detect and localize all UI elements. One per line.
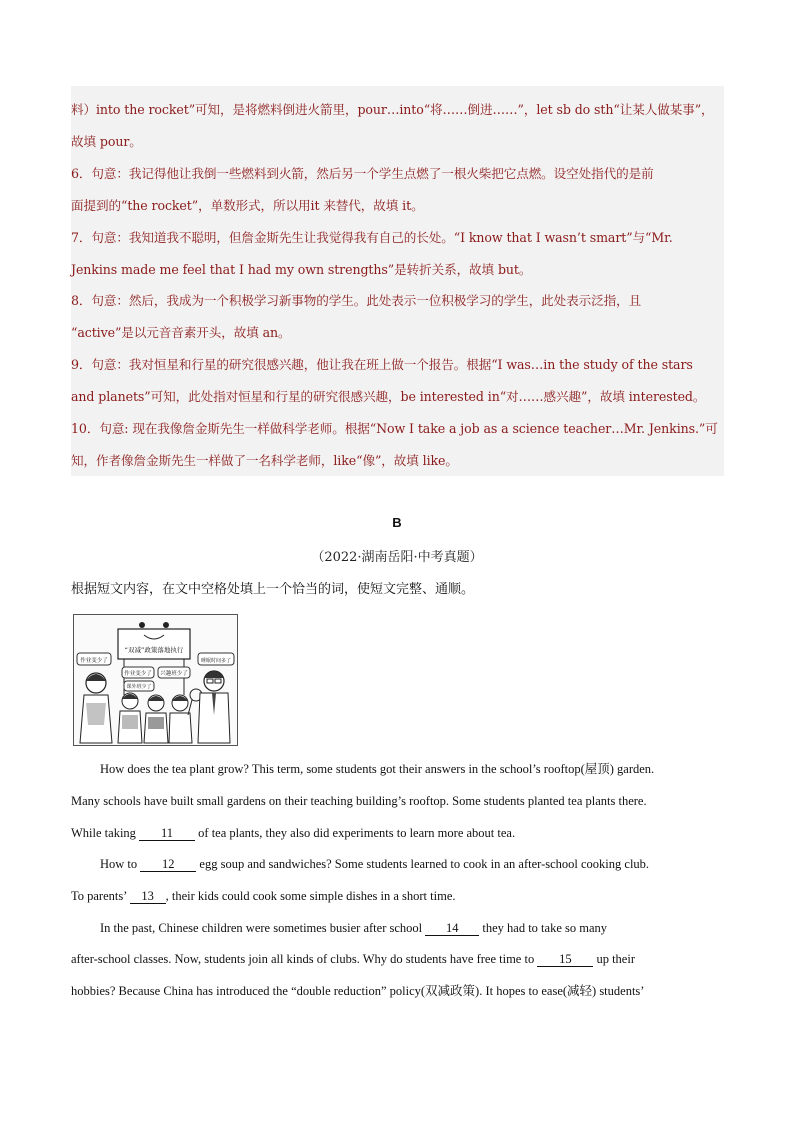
- answer-10-line: 10．句意: 现在我像詹金斯先生一样做科学老师。根据“Now I take a job as a science teacher…Mr. Jenkins.”可: [71, 421, 718, 436]
- answer-7-line: 7．句意：我知道我不聪明，但詹金斯先生让我觉得我有自己的长处。“I know that I wasn’t smart”与“Mr.: [71, 230, 673, 245]
- passage-line: How to 12 egg soup and sandwiches? Some students learned to cook in an after-school cooking club.: [100, 857, 650, 871]
- passage-line: While taking 11 of tea plants, they also did experiments to learn more about tea.: [71, 826, 516, 840]
- speech-bubble-text: 作业变少了: [124, 671, 152, 677]
- passage-line: hobbies? Because China has introduced the “double reduction” policy(双减政策). It hopes to ease(减轻) students’: [71, 984, 645, 998]
- passage-line: How does the tea plant grow? This term, some students got their answers in the school’s rooftop(屋顶) garden.: [100, 762, 655, 776]
- double-reduction-cartoon: [74, 615, 237, 745]
- cartoon-banner-text: “双减”政策落地执行: [124, 646, 184, 654]
- speech-bubble-text: 兴趣班少了: [160, 671, 188, 677]
- answer-line: Jenkins made me feel that I had my own strengths”是转折关系，故填 but。: [71, 262, 532, 277]
- answer-line: 故填 pour。: [71, 134, 142, 149]
- passage-line: Many schools have built small gardens on their teaching building’s rooftop. Some students planted tea plants there.: [71, 794, 647, 808]
- instruction-text: 根据短文内容，在文中空格处填上一个恰当的词，使短文完整、通顺。: [71, 582, 475, 597]
- answer-line: 面提到的“the rocket”，单数形式，所以用it 来替代，故填 it。: [71, 198, 424, 213]
- blank-11[interactable]: 11: [139, 826, 195, 841]
- passage-line: To parents’ 13 , their kids could cook some simple dishes in a short time.: [71, 889, 456, 903]
- answer-line: 知，作者像詹金斯先生一样做了一名科学老师，like“像”，故填 like。: [71, 453, 458, 468]
- answer-9-line: 9．句意：我对恒星和行星的研究很感兴趣，他让我在班上做一个报告。根据“I was…in the study of the stars: [71, 357, 693, 372]
- blank-13[interactable]: 13: [130, 889, 166, 904]
- answer-8-line: 8．句意：然后，我成为一个积极学习新事物的学生。此处表示一位积极学习的学生，此处表示泛指，且: [71, 293, 642, 308]
- passage-line: In the past, Chinese children were sometimes busier after school 14 they had to take so many: [100, 921, 608, 935]
- speech-bubble-text: 课外班少了: [126, 684, 152, 690]
- blank-12[interactable]: 12: [140, 857, 196, 872]
- answer-line: “active”是以元音音素开头，故填 an。: [71, 325, 291, 340]
- answer-line: 料）into the rocket”可知，是将燃料倒进火箭里，pour…into“将……倒进……”，let sb do sth“让某人做某事”，: [71, 102, 714, 117]
- section-heading: B: [392, 515, 402, 530]
- speech-bubble-text: 睡眠时间多了: [200, 658, 232, 664]
- cartoon-illustration: [73, 614, 238, 746]
- answer-6-line: 6．句意：我记得他让我倒一些燃料到火箭，然后另一个学生点燃了一根火柴把它点燃。设空处指代的是前: [71, 166, 654, 181]
- question-source: （2022·湖南岳阳·中考真题）: [311, 550, 483, 565]
- answer-line: and planets”可知，此处指对恒星和行星的研究很感兴趣，be interested in“对……感兴趣”，故填 interested。: [71, 389, 706, 404]
- blank-15[interactable]: 15: [537, 952, 593, 967]
- speech-bubble-text: 作业变少了: [80, 658, 108, 664]
- passage-line: after-school classes. Now, students join all kinds of clubs. Why do students have free time to 15 up their: [71, 952, 635, 966]
- blank-14[interactable]: 14: [425, 921, 479, 936]
